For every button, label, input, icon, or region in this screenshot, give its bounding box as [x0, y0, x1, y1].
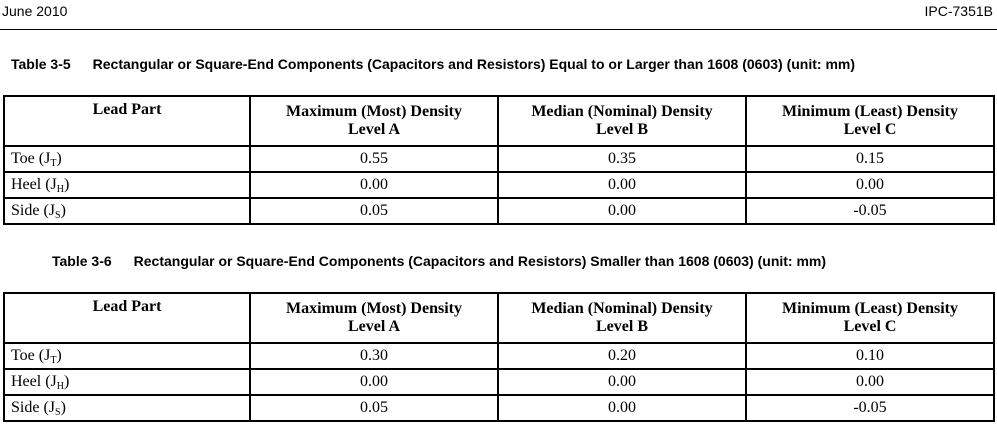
table-number: Table 3-5	[11, 56, 71, 72]
value-cell: 0.00	[746, 369, 994, 395]
value-cell: 0.05	[250, 395, 498, 421]
table-3-5	[3, 95, 995, 225]
table-row	[4, 343, 994, 369]
col-header-level-a: Maximum (Most) Density Level A	[250, 293, 498, 343]
table-row	[4, 146, 994, 172]
table-3-6-caption	[52, 253, 826, 269]
value-cell: 0.00	[250, 369, 498, 395]
value-cell: -0.05	[746, 395, 994, 421]
value-cell: 0.00	[746, 172, 994, 198]
col-header-level-c: Minimum (Least) Density Level C	[746, 293, 994, 343]
table-row	[4, 395, 994, 421]
header-date: June 2010	[2, 3, 68, 19]
value-cell: 0.10	[746, 343, 994, 369]
value-cell: 0.00	[498, 395, 746, 421]
table-number: Table 3-6	[52, 253, 112, 269]
table-title: Rectangular or Square-End Components (Capacitors and Resistors) Equal to or Larger than 1608 (0603) (unit: mm)	[92, 56, 856, 72]
value-cell: 0.20	[498, 343, 746, 369]
value-cell: 0.00	[250, 172, 498, 198]
value-cell: 0.05	[250, 198, 498, 224]
value-cell: -0.05	[746, 198, 994, 224]
lead-part-toe: Toe $(J_T)$	[4, 343, 250, 369]
header-row	[4, 96, 994, 146]
table-row	[4, 172, 994, 198]
table-title: Rectangular or Square-End Components (Capacitors and Resistors) Smaller than 1608 (0603) (unit: mm)	[133, 253, 827, 269]
value-cell: 0.15	[746, 146, 994, 172]
page-header	[0, 0, 997, 30]
col-header-lead-part: Lead Part	[4, 293, 250, 343]
header-doc-id: IPC-7351B	[924, 3, 993, 19]
value-cell: 0.55	[250, 146, 498, 172]
lead-part-heel: Heel $(J_H)$	[4, 369, 250, 395]
col-header-level-a: Maximum (Most) Density Level A	[250, 96, 498, 146]
col-header-level-c: Minimum (Least) Density Level C	[746, 96, 994, 146]
col-header-level-b: Median (Nominal) Density Level B	[498, 96, 746, 146]
table-3-6	[3, 292, 995, 422]
col-header-level-b: Median (Nominal) Density Level B	[498, 293, 746, 343]
value-cell: 0.00	[498, 172, 746, 198]
value-cell: 0.30	[250, 343, 498, 369]
table-row	[4, 369, 994, 395]
value-cell: 0.00	[498, 369, 746, 395]
table-3-5-caption	[11, 56, 855, 72]
lead-part-side: Side $(J_S)$	[4, 395, 250, 421]
header-row	[4, 293, 994, 343]
table-row	[4, 198, 994, 224]
lead-part-side: Side $(J_S)$	[4, 198, 250, 224]
lead-part-heel: Heel $(J_H)$	[4, 172, 250, 198]
lead-part-toe: Toe $(J_T)$	[4, 146, 250, 172]
value-cell: 0.00	[498, 198, 746, 224]
value-cell: 0.35	[498, 146, 746, 172]
col-header-lead-part: Lead Part	[4, 96, 250, 146]
